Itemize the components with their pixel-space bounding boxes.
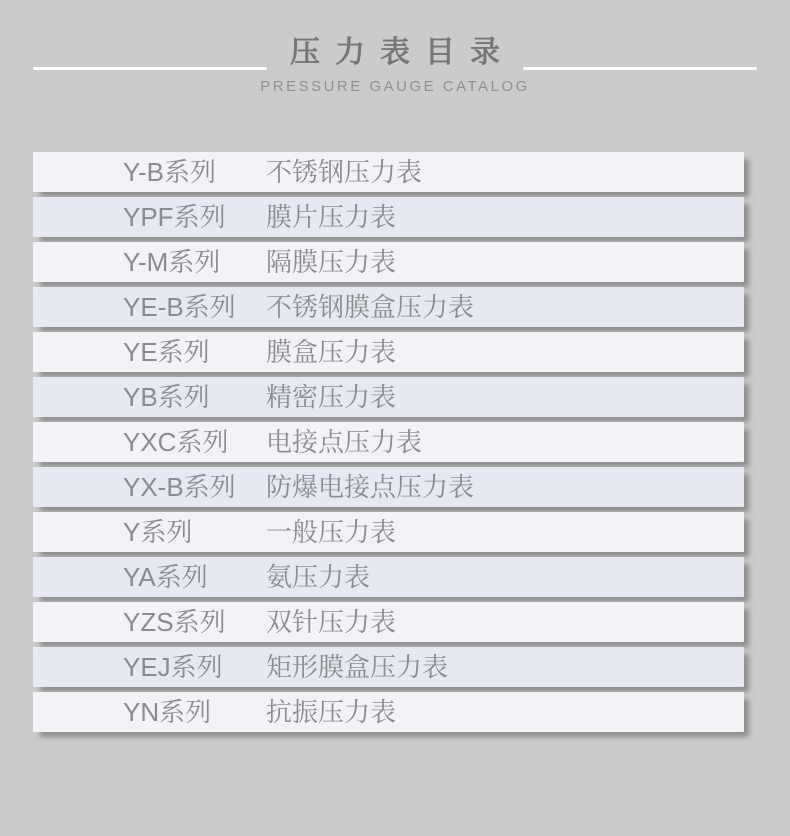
product-name: 氨压力表 — [266, 562, 371, 592]
catalog-row — [33, 647, 744, 687]
series-code: YXC系列 — [123, 427, 229, 457]
page-subtitle: PRESSURE GAUGE CATALOG — [260, 78, 530, 95]
product-name: 双针压力表 — [266, 607, 397, 637]
series-code: YPF系列 — [123, 202, 226, 232]
series-code: YN系列 — [123, 697, 212, 727]
catalog-row — [33, 332, 744, 372]
catalog-row — [33, 152, 744, 192]
catalog-row — [33, 242, 744, 282]
catalog-row — [33, 692, 744, 732]
product-name: 膜盒压力表 — [266, 337, 397, 367]
product-name: 防爆电接点压力表 — [266, 472, 475, 502]
catalog-row — [33, 512, 744, 552]
product-name: 电接点压力表 — [266, 427, 423, 457]
series-code: YB系列 — [123, 382, 210, 412]
series-code: YE-B系列 — [123, 292, 236, 322]
catalog-row — [33, 422, 744, 462]
catalog-row — [33, 197, 744, 237]
series-code: Y-M系列 — [123, 247, 221, 277]
series-code: YE系列 — [123, 337, 210, 367]
title-rule-left — [33, 67, 267, 70]
product-name: 矩形膜盒压力表 — [266, 652, 449, 682]
product-name: 一般压力表 — [266, 517, 397, 547]
series-code: YEJ系列 — [123, 652, 223, 682]
catalog-row — [33, 467, 744, 507]
series-code: YA系列 — [123, 562, 208, 592]
catalog-list — [33, 152, 744, 732]
header — [0, 0, 790, 94]
title-row — [33, 38, 757, 68]
series-code: Y-B系列 — [123, 157, 216, 187]
product-name: 精密压力表 — [266, 382, 397, 412]
page-title: 压力表目录 — [290, 36, 515, 69]
catalog-row — [33, 557, 744, 597]
series-code: Y系列 — [123, 517, 193, 547]
series-code: YX-B系列 — [123, 472, 236, 502]
catalog-row — [33, 287, 744, 327]
product-name: 不锈钢膜盒压力表 — [266, 292, 475, 322]
series-code: YZS系列 — [123, 607, 226, 637]
product-name: 不锈钢压力表 — [266, 157, 423, 187]
product-name: 隔膜压力表 — [266, 247, 397, 277]
product-name: 抗振压力表 — [266, 697, 397, 727]
product-name: 膜片压力表 — [266, 202, 397, 232]
title-rule-right — [523, 67, 757, 70]
catalog-row — [33, 377, 744, 417]
catalog-row — [33, 602, 744, 642]
